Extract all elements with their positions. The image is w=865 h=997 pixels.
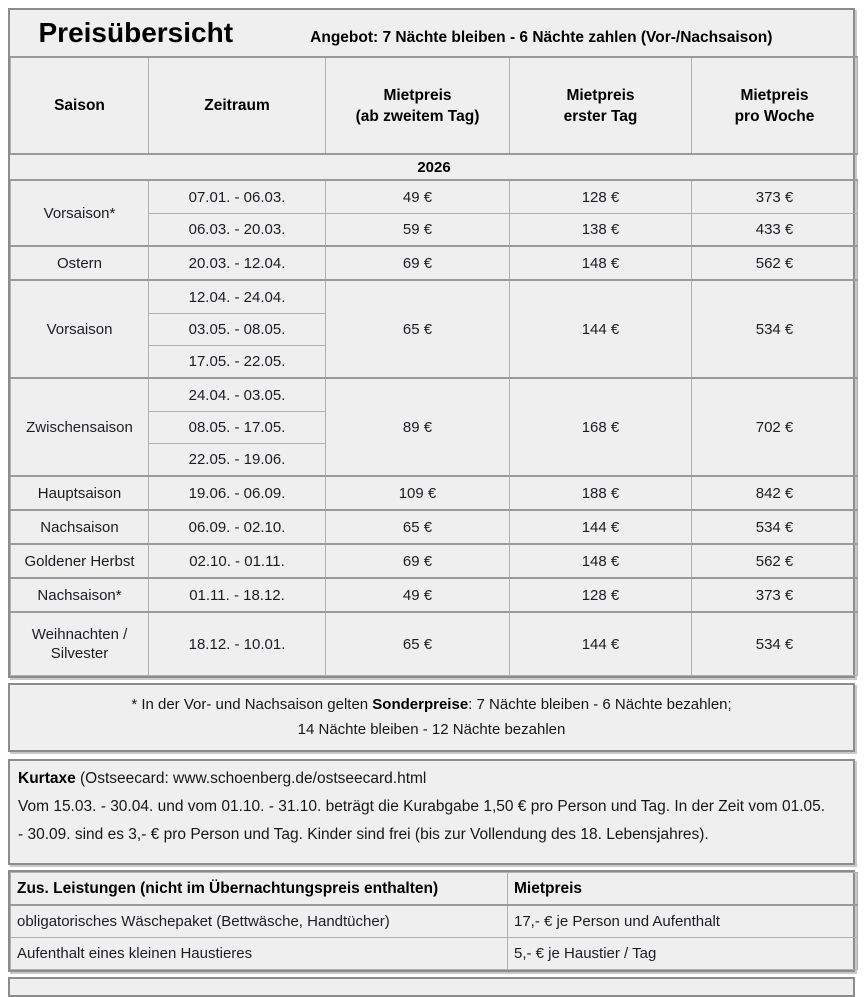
period-cell: 06.03. - 20.03. — [149, 214, 326, 247]
page-title: Preisübersicht — [38, 17, 234, 48]
price-first-day-cell: 128 € — [510, 578, 692, 612]
table-row — [11, 280, 858, 314]
period-cell: 02.10. - 01.11. — [149, 544, 326, 578]
price-from-second-day-cell: 69 € — [326, 544, 510, 578]
season-cell: Weihnachten / Silvester — [11, 612, 149, 676]
price-table — [10, 10, 858, 676]
price-first-day-cell: 128 € — [510, 180, 692, 214]
price-per-week-cell: 842 € — [692, 476, 858, 510]
price-first-day-cell: 138 € — [510, 214, 692, 247]
season-cell: Vorsaison — [11, 280, 149, 378]
services-col-header: Zus. Leistungen (nicht im Übernachtungspreis enthalten) — [11, 873, 508, 906]
price-first-day-cell: 188 € — [510, 476, 692, 510]
price-from-second-day-cell: 65 € — [326, 510, 510, 544]
period-cell: 17.05. - 22.05. — [149, 346, 326, 379]
offer-text: Angebot: 7 Nächte bleiben - 6 Nächte zahlen (Vor-/Nachsaison) — [310, 29, 773, 46]
col-header-label: Mietpreis — [383, 86, 452, 104]
footnote-line-1 — [20, 692, 843, 717]
price-from-second-day-cell: 89 € — [326, 378, 510, 476]
kurtaxe-url-text: (Ostseecard: www.schoenberg.de/ostseecard.html — [75, 770, 427, 787]
additional-services-table — [10, 872, 858, 970]
price-per-week-cell: 534 € — [692, 280, 858, 378]
season-cell: Zwischensaison — [11, 378, 149, 476]
table-row — [11, 378, 858, 412]
footnote-text: * In der Vor- und Nachsaison gelten — [131, 696, 373, 713]
col-header-zeitraum — [149, 57, 326, 154]
price-first-day-cell: 144 € — [510, 510, 692, 544]
season-cell: Nachsaison — [11, 510, 149, 544]
season-cell: Vorsaison* — [11, 180, 149, 246]
service-price-cell: 5,- € je Haustier / Tag — [508, 938, 858, 970]
period-cell: 18.12. - 10.01. — [149, 612, 326, 676]
price-overview-section — [8, 8, 855, 678]
title-row — [11, 10, 858, 57]
services-price-col-header: Mietpreis — [508, 873, 858, 906]
period-cell: 22.05. - 19.06. — [149, 444, 326, 477]
period-cell: 06.09. - 02.10. — [149, 510, 326, 544]
period-cell: 12.04. - 24.04. — [149, 280, 326, 314]
services-header-row — [11, 873, 858, 906]
kurtaxe-body: Vom 15.03. - 30.04. und vom 01.10. - 31.10. beträgt die Kurabgabe 1,50 € pro Person und Tag. In der Zeit vom 01.05. - 30.09. sind es 3,- € pro Person und Tag. Kinder sind frei (bis zur Vollendung des 18. Lebensjahres). — [18, 798, 826, 843]
price-from-second-day-cell: 49 € — [326, 578, 510, 612]
season-cell: Ostern — [11, 246, 149, 280]
service-price-cell: 17,- € je Person und Aufenthalt — [508, 905, 858, 938]
price-from-second-day-cell: 65 € — [326, 612, 510, 676]
period-cell: 08.05. - 17.05. — [149, 412, 326, 444]
col-header-label: Mietpreis — [740, 86, 809, 104]
col-header-sublabel: erster Tag — [563, 107, 638, 125]
additional-services-section — [8, 870, 855, 972]
col-header-mietpreis-erster-tag — [510, 57, 692, 154]
price-first-day-cell: 168 € — [510, 378, 692, 476]
col-header-mietpreis-pro-woche — [692, 57, 858, 154]
service-cell: Aufenthalt eines kleinen Haustieres — [11, 938, 508, 970]
table-row — [11, 544, 858, 578]
price-per-week-cell: 562 € — [692, 544, 858, 578]
footnote-text: : 7 Nächte bleiben - 6 Nächte bezahlen; — [468, 696, 732, 713]
column-header-row — [11, 57, 858, 154]
price-first-day-cell: 148 € — [510, 544, 692, 578]
kurtaxe-heading — [18, 765, 829, 793]
price-first-day-cell: 148 € — [510, 246, 692, 280]
price-per-week-cell: 534 € — [692, 612, 858, 676]
price-per-week-cell: 373 € — [692, 180, 858, 214]
price-per-week-cell: 373 € — [692, 578, 858, 612]
period-cell: 20.03. - 12.04. — [149, 246, 326, 280]
service-cell: obligatorisches Wäschepaket (Bettwäsche, Handtücher) — [11, 905, 508, 938]
col-header-label: Saison — [54, 97, 105, 114]
table-row — [11, 938, 858, 970]
period-cell: 07.01. - 06.03. — [149, 180, 326, 214]
price-from-second-day-cell: 109 € — [326, 476, 510, 510]
season-cell: Nachsaison* — [11, 578, 149, 612]
table-row — [11, 510, 858, 544]
price-from-second-day-cell: 49 € — [326, 180, 510, 214]
price-from-second-day-cell: 59 € — [326, 214, 510, 247]
footnote-line-2: 14 Nächte bleiben - 12 Nächte bezahlen — [297, 721, 566, 738]
table-row — [11, 905, 858, 938]
year-label: 2026 — [11, 154, 858, 180]
price-per-week-cell: 433 € — [692, 214, 858, 247]
period-cell: 03.05. - 08.05. — [149, 314, 326, 346]
table-row — [11, 180, 858, 214]
price-per-week-cell: 702 € — [692, 378, 858, 476]
table-row — [11, 612, 858, 676]
period-cell: 19.06. - 06.09. — [149, 476, 326, 510]
table-row — [11, 578, 858, 612]
next-section-cutoff — [8, 977, 855, 997]
col-header-sublabel: (ab zweitem Tag) — [355, 107, 480, 125]
year-row — [11, 154, 858, 180]
col-header-sublabel: pro Woche — [734, 107, 815, 125]
price-first-day-cell: 144 € — [510, 280, 692, 378]
special-prices-footnote — [8, 683, 855, 752]
price-from-second-day-cell: 65 € — [326, 280, 510, 378]
footnote-bold-text: Sonderpreise — [372, 696, 469, 713]
table-row — [11, 246, 858, 280]
period-cell: 01.11. - 18.12. — [149, 578, 326, 612]
col-header-label: Zeitraum — [204, 97, 270, 114]
kurtaxe-title: Kurtaxe — [18, 770, 76, 787]
table-row — [11, 476, 858, 510]
col-header-mietpreis-ab-zweitem-tag — [326, 57, 510, 154]
col-header-label: Mietpreis — [566, 86, 635, 104]
season-cell: Hauptsaison — [11, 476, 149, 510]
price-per-week-cell: 534 € — [692, 510, 858, 544]
season-cell: Goldener Herbst — [11, 544, 149, 578]
price-per-week-cell: 562 € — [692, 246, 858, 280]
price-first-day-cell: 144 € — [510, 612, 692, 676]
kurtaxe-info-box — [8, 759, 855, 865]
period-cell: 24.04. - 03.05. — [149, 378, 326, 412]
price-from-second-day-cell: 69 € — [326, 246, 510, 280]
col-header-saison — [11, 57, 149, 154]
